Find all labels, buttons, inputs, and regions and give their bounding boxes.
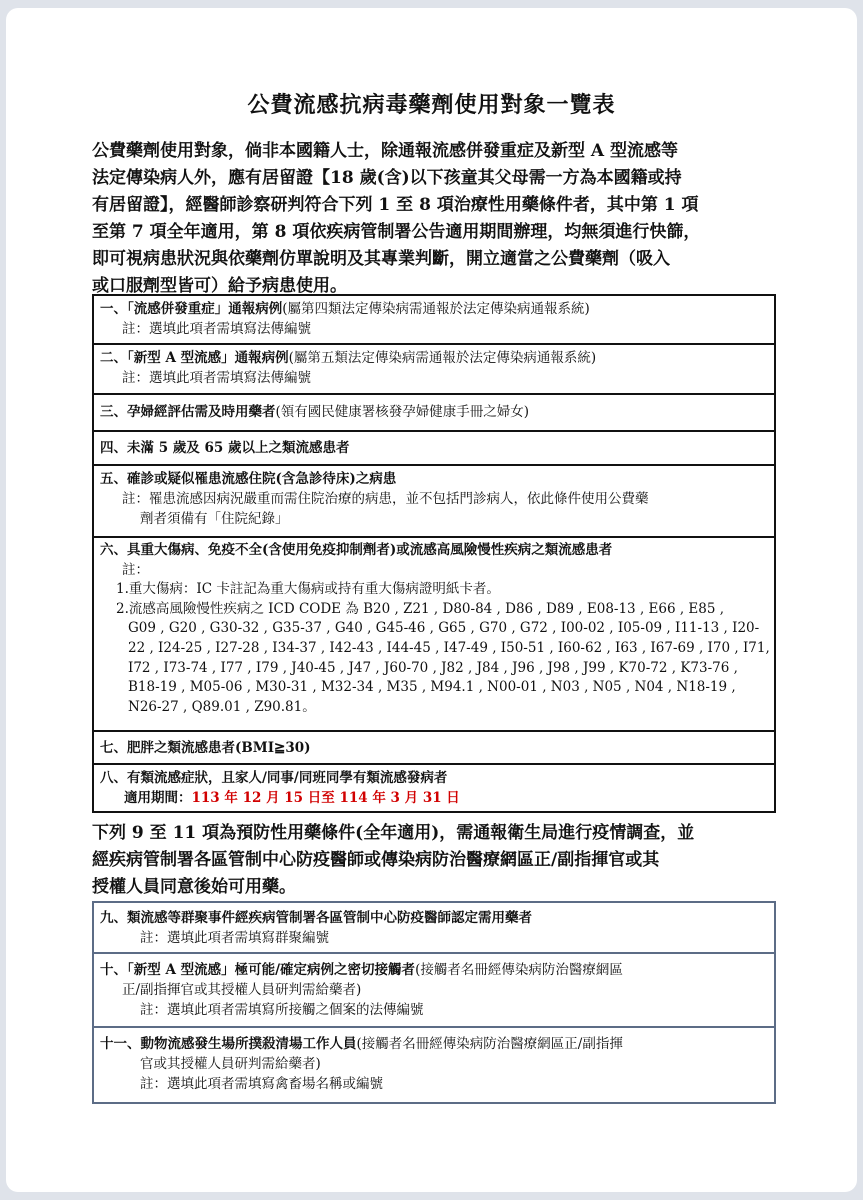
intro-line: 法定傳染病人外，應有居留證【18 歲(含)以下孩童其父母需一方為本國籍或持	[92, 168, 682, 188]
criteria-row-7	[94, 732, 774, 765]
criteria-detail: (屬第四類法定傳染病需通報於法定傳染病通報系統)	[282, 301, 590, 317]
criteria-detail: 正/副指揮官或其授權人員研判需給藥者)	[122, 982, 362, 998]
criteria-heading: 八、有類流感症狀，且家人/同事/同班同學有類流感發病者	[100, 770, 448, 786]
criteria-note: 註：選填此項者需填寫禽畜場名稱或編號	[140, 1076, 383, 1092]
criteria-heading: 九、類流感等群聚事件經疾病管制署各區管制中心防疫醫師認定需用藥者	[100, 910, 532, 926]
period-value: 113 年 12 月 15 日至 114 年 3 月 31 日	[191, 790, 460, 806]
intro-line: 公費藥劑使用對象，倘非本國籍人士，除通報流感併發重症及新型 A 型流感等	[92, 141, 679, 161]
list-item-continued: I72 , I73-74 , I77 , I79 , J40-45 , J47 , J60-70 , J82 , J84 , J96 , J98 , J99 , K70-72 , K73-76 ,	[128, 659, 738, 676]
criteria-row-9	[94, 903, 774, 954]
intro-line: 授權人員同意後始可用藥。	[92, 877, 296, 897]
criteria-detail: 官或其授權人員研判需給藥者)	[140, 1056, 321, 1072]
criteria-heading: 六、具重大傷病、免疫不全(含使用免疫抑制劑者)或流感高風險慢性疾病之類流感患者	[100, 542, 613, 558]
criteria-row-1	[94, 296, 774, 345]
intro-line: 或口服劑型皆可）給予病患使用。	[92, 276, 347, 296]
prevention-criteria-table	[92, 901, 776, 1104]
criteria-row-2	[94, 345, 774, 395]
criteria-row-3	[94, 395, 774, 432]
period-label: 適用期間：	[124, 790, 192, 806]
criteria-row-5	[94, 466, 774, 538]
criteria-detail: (接觸者名冊經傳染病防治醫療網區	[415, 962, 623, 978]
page-title: 公費流感抗病毒藥劑使用對象一覽表	[247, 92, 616, 118]
list-item-continued: N26-27 , Q89.01 , Z90.81。	[128, 698, 316, 715]
criteria-row-8	[94, 765, 774, 813]
criteria-note: 註：選填此項者需填寫所接觸之個案的法傳編號	[140, 1002, 424, 1018]
intro-paragraph	[92, 138, 782, 300]
criteria-detail: (接觸者名冊經傳染病防治醫療網區正/副指揮	[356, 1036, 623, 1052]
criteria-heading: 十、「新型 A 型流感」極可能/確定病例之密切接觸者	[100, 962, 416, 978]
intro-line: 經疾病管制署各區管制中心防疫醫師或傳染病防治醫療網區正/副指揮官或其	[92, 850, 660, 870]
criteria-list	[100, 580, 768, 717]
list-item-continued: 22 , I24-25 , I27-28 , I34-37 , I42-43 , I44-45 , I47-49 , I50-51 , I60-62 , I63 , I67-69 , I70 , I71,	[128, 639, 770, 656]
criteria-note: 註：選填此項者需填寫群聚編號	[140, 930, 329, 946]
intro-line: 有居留證】，經醫師診察研判符合下列 1 至 8 項治療性用藥條件者，其中第 1 項	[92, 195, 699, 215]
criteria-heading: 二、「新型 A 型流感」通報病例	[100, 350, 289, 366]
criteria-detail: (屬第五類法定傳染病需通報於法定傳染病通報系統)	[288, 350, 597, 366]
criteria-heading: 五、確診或疑似罹患流感住院(含急診待床)之病患	[100, 471, 397, 487]
intro-line: 即可視病患狀況與依藥劑仿單說明及其專業判斷，開立適當之公費藥劑（吸入	[92, 249, 670, 269]
intro-line: 至第 7 項全年適用，第 8 項依疾病管制署公告適用期間辦理，均無須進行快篩，	[92, 222, 701, 242]
criteria-row-6	[94, 538, 774, 732]
criteria-note: 註：	[122, 561, 149, 578]
criteria-heading: 三、孕婦經評估需及時用藥者	[100, 404, 276, 420]
criteria-row-10	[94, 954, 774, 1028]
list-item: 1.重大傷病：IC 卡註記為重大傷病或持有重大傷病證明紙卡者。	[116, 581, 500, 598]
list-item: 2.流感高風險慢性疾病之 ICD CODE 為 B20 , Z21 , D80-84 , D86 , D89 , E08-13 , E66 , E85 ,	[116, 600, 725, 617]
list-item-continued: B18-19 , M05-06 , M30-31 , M32-34 , M35 , M94.1 , N00-01 , N03 , N05 , N04 , N18-19 ,	[128, 679, 736, 696]
criteria-heading: 一、「流感併發重症」通報病例	[100, 301, 283, 317]
criteria-heading: 十一、動物流感發生場所撲殺清場工作人員	[100, 1036, 357, 1052]
criteria-note: 註：選填此項者需填寫法傳編號	[122, 321, 311, 337]
criteria-heading: 四、未滿 5 歲及 65 歲以上之類流感患者	[100, 440, 350, 456]
criteria-heading: 七、肥胖之類流感患者(BMI≧30)	[100, 740, 311, 756]
criteria-row-4	[94, 432, 774, 466]
intro-line: 下列 9 至 11 項為預防性用藥條件(全年適用)，需通報衛生局進行疫情調查，並	[92, 823, 695, 843]
criteria-note: 註：罹患流感因病況嚴重而需住院治療的病患，並不包括門診病人，依此條件使用公費藥	[122, 491, 649, 507]
criteria-detail: (領有國民健康署核發孕婦健康手冊之婦女)	[275, 404, 530, 420]
prevention-intro	[92, 820, 782, 901]
criteria-note: 註：選填此項者需填寫法傳編號	[122, 370, 311, 386]
criteria-row-11	[94, 1028, 774, 1104]
list-item-continued: G09 , G20 , G30-32 , G35-37 , G40 , G45-46 , G65 , G70 , G72 , I00-02 , I05-09 , I11-13 , I20-	[128, 620, 760, 637]
treatment-criteria-table	[92, 294, 776, 813]
criteria-note: 劑者須備有「住院紀錄」	[140, 511, 289, 527]
